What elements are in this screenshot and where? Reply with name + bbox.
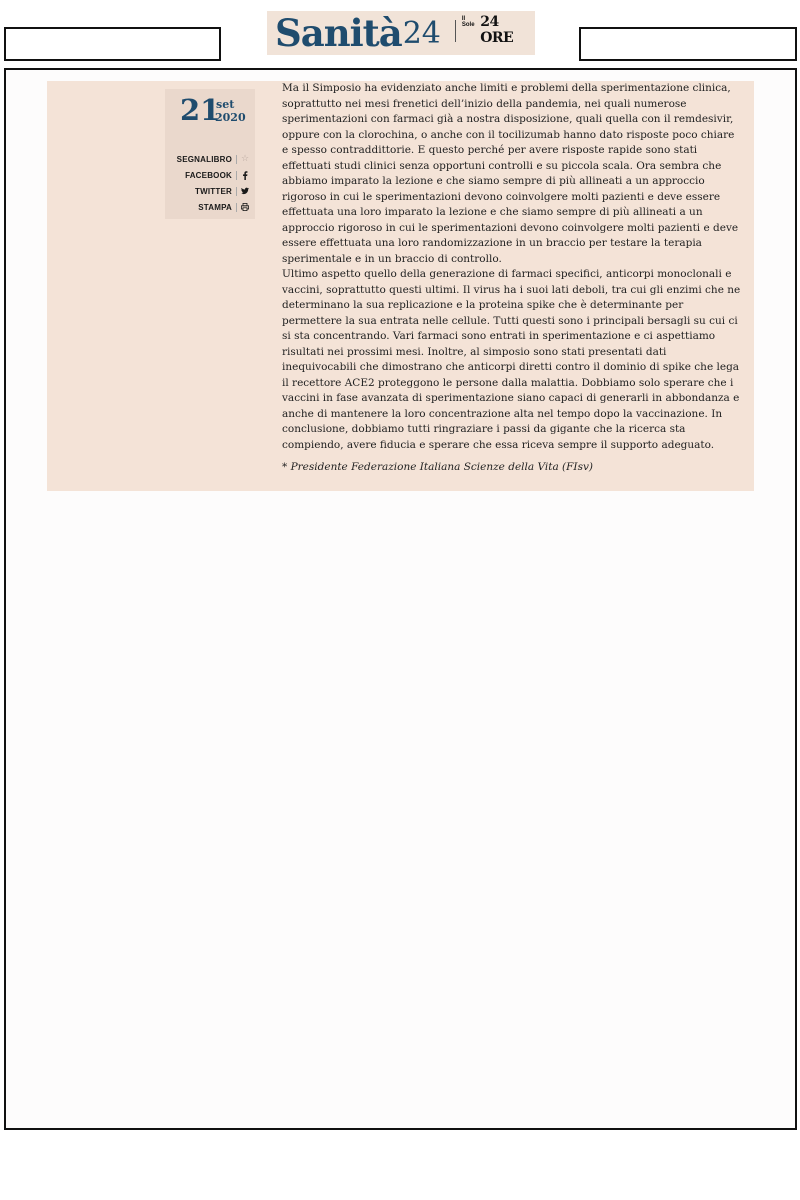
publisher-name: 24 ORE xyxy=(480,14,514,46)
publisher-prefix: Il Sole xyxy=(461,16,475,28)
publisher-logo xyxy=(462,14,535,46)
star-icon: ☆ xyxy=(240,154,250,164)
author-footnote: * Presidente Federazione Italiana Scienze della Vita (FIsv) xyxy=(282,461,593,473)
facebook-label: FACEBOOK xyxy=(185,170,232,180)
twitter-icon xyxy=(241,187,249,195)
masthead-brand: Sanità xyxy=(275,11,402,55)
bookmark-label: SEGNALIBRO xyxy=(176,154,232,164)
article-paragraph: Ultimo aspetto quello della generazione di farmaci specifici, anticorpi monoclonali e vaccini, soprattutto questi ultimi. Il virus ha i suoi lati deboli, tra cui gli enzimi che ne determinano la sua replicazione e la proteina spike che è determinante per permettere la sua entrata nelle cellule. Tutti questi sono i principali bersagli su cui ci si sta concentrando. Vari farmaci sono entrati in sperimentazione e ci aspettiamo risultati nei prossimi mesi. Inoltre, al simposio sono stati presentati dati inequivocabili che dimostrano che anticorpi diretti contro il dominio di spike che lega il recettore ACE2 proteggono le persone dalla malattia. Dobbiamo solo sperare che i vaccini in fase avanzata di sperimentazione siano capaci di generarli in abbondanza e anche di mantenere la loro concentrazione alta nel tempo dopo la vaccinazione. In conclusione, dobbiamo tutti ringraziare i passi da gigante che la ricerca sta compiendo, avere fiducia e sperare che essa riceva sempre il supporto adeguato. xyxy=(282,268,741,451)
divider xyxy=(236,187,237,196)
article-body xyxy=(282,81,742,476)
right-header-box xyxy=(579,27,797,61)
date-year: 2020 xyxy=(215,111,246,124)
masthead-logo[interactable] xyxy=(267,11,535,55)
date-day: 21 xyxy=(180,93,221,127)
facebook-icon xyxy=(241,171,249,180)
facebook-share-button[interactable] xyxy=(165,168,249,182)
divider xyxy=(236,203,237,212)
article-sidebar xyxy=(165,89,255,219)
masthead-number: 24 xyxy=(402,15,441,51)
divider xyxy=(236,171,237,180)
print-button[interactable] xyxy=(165,200,249,214)
date-month: set xyxy=(216,98,235,111)
divider xyxy=(236,155,237,164)
twitter-share-button[interactable] xyxy=(165,184,249,198)
article-paragraph: Ma il Simposio ha evidenziato anche limiti e problemi della sperimentazione clinica, soprattutto nei mesi frenetici dell’inizio della pandemia, nei quali numerose sperimentazioni con farmaci già a nostra disposizione, quali quella con il remdesivir, oppure con la clorochina, o anche con il tocilizumab hanno dato risposte poco chiare e spesso contraddittorie. E questo perché per avere risposte rapide sono stati effettuati studi clinici senza opportuni controlli e su piccola scala. Ora sembra che abbiamo imparato la lezione e che siamo sempre di più allineati a un approccio rigoroso in cui le sperimentazioni devono coinvolgere molti pazienti e deve essere effettuata una loro imparato la lezione e che siamo sempre di più allineati a un approccio rigoroso in cui le sperimentazioni devono coinvolgere molti pazienti e deve essere effettuata una loro randomizzazione in un braccio per testare la terapia sperimentale e in un braccio di controllo. xyxy=(282,82,739,265)
print-icon xyxy=(241,203,249,211)
left-header-box xyxy=(4,27,221,61)
twitter-label: TWITTER xyxy=(195,186,232,196)
bookmark-button[interactable] xyxy=(165,152,249,166)
masthead-divider xyxy=(455,20,456,42)
print-label: STAMPA xyxy=(198,202,232,212)
